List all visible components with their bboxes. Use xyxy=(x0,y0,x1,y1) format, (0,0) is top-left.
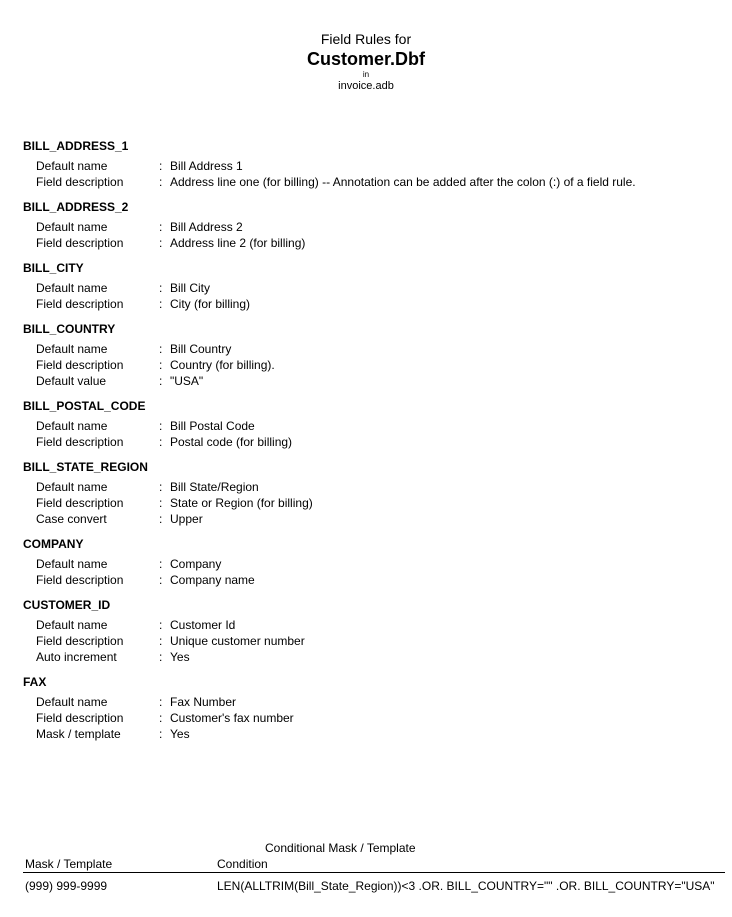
field-name: FAX xyxy=(23,675,47,689)
field-name: BILL_STATE_REGION xyxy=(23,460,148,474)
rule-row xyxy=(0,572,732,588)
rule-row xyxy=(0,158,732,174)
rule-colon: : xyxy=(159,573,163,587)
rule-row xyxy=(0,694,732,710)
rule-value: Bill Address 1 xyxy=(170,159,243,173)
rule-value: Bill Country xyxy=(170,342,232,356)
rule-row xyxy=(0,341,732,357)
rule-colon: : xyxy=(159,711,163,725)
rule-label: Field description xyxy=(36,634,124,648)
field-block xyxy=(0,199,732,251)
rule-row xyxy=(0,174,732,190)
rule-label: Field description xyxy=(36,435,124,449)
rule-value: Bill Postal Code xyxy=(170,419,255,433)
rule-value: Customer's fax number xyxy=(170,711,294,725)
rule-label: Field description xyxy=(36,496,124,510)
rule-row xyxy=(0,357,732,373)
rule-value: Company xyxy=(170,557,222,571)
rule-value: Address line 2 (for billing) xyxy=(170,236,306,250)
header-divider xyxy=(23,872,725,873)
rule-colon: : xyxy=(159,512,163,526)
rule-value: Yes xyxy=(170,727,190,741)
rule-colon: : xyxy=(159,220,163,234)
rule-colon: : xyxy=(159,281,163,295)
field-block xyxy=(0,536,732,588)
rule-label: Case convert xyxy=(36,512,107,526)
rule-label: Default name xyxy=(36,220,108,234)
database-name: invoice.adb xyxy=(338,80,394,92)
field-name: BILL_COUNTRY xyxy=(23,322,116,336)
field-name: BILL_ADDRESS_1 xyxy=(23,139,129,153)
rule-colon: : xyxy=(159,618,163,632)
rule-row xyxy=(0,633,732,649)
rule-label: Default name xyxy=(36,159,108,173)
rule-value: Postal code (for billing) xyxy=(170,435,293,449)
rule-value: "USA" xyxy=(170,374,204,388)
rule-colon: : xyxy=(159,374,163,388)
field-name: COMPANY xyxy=(23,537,84,551)
rule-label: Field description xyxy=(36,711,124,725)
rule-colon: : xyxy=(159,727,163,741)
rule-row xyxy=(0,373,732,389)
rule-row xyxy=(0,556,732,572)
rule-label: Field description xyxy=(36,236,124,250)
report-title: Field Rules for xyxy=(320,31,412,47)
rule-row xyxy=(0,235,732,251)
rule-label: Default name xyxy=(36,281,108,295)
report-header xyxy=(0,30,732,93)
rule-colon: : xyxy=(159,435,163,449)
condition-column-header: Condition xyxy=(217,857,268,871)
rule-colon: : xyxy=(159,297,163,311)
rule-value: City (for billing) xyxy=(170,297,251,311)
rule-value: Country (for billing). xyxy=(170,358,275,372)
field-name: BILL_POSTAL_CODE xyxy=(23,399,146,413)
mask-column-header: Mask / Template xyxy=(25,857,113,871)
rule-row xyxy=(0,296,732,312)
rule-colon: : xyxy=(159,480,163,494)
rule-colon: : xyxy=(159,159,163,173)
rule-value: Bill State/Region xyxy=(170,480,259,494)
in-label: in xyxy=(362,70,370,79)
rule-value: Yes xyxy=(170,650,190,664)
rule-value: Company name xyxy=(170,573,255,587)
rule-value: Unique customer number xyxy=(170,634,305,648)
rule-row xyxy=(0,649,732,665)
rule-value: Customer Id xyxy=(170,618,236,632)
rule-colon: : xyxy=(159,557,163,571)
field-block xyxy=(0,597,732,665)
field-block xyxy=(0,674,732,742)
rule-label: Auto increment xyxy=(36,650,117,664)
field-block xyxy=(0,398,732,450)
rule-row xyxy=(0,617,732,633)
rule-colon: : xyxy=(159,650,163,664)
rule-colon: : xyxy=(159,695,163,709)
rule-label: Default name xyxy=(36,480,108,494)
rule-label: Field description xyxy=(36,175,124,189)
rule-row xyxy=(0,479,732,495)
field-block xyxy=(0,138,732,190)
rule-colon: : xyxy=(159,236,163,250)
rule-row xyxy=(0,280,732,296)
rule-label: Default name xyxy=(36,342,108,356)
field-name: BILL_CITY xyxy=(23,261,84,275)
mask-value: (999) 999-9999 xyxy=(25,879,108,893)
rule-label: Mask / template xyxy=(36,727,121,741)
rule-row xyxy=(0,710,732,726)
conditional-mask-title: Conditional Mask / Template xyxy=(265,841,416,855)
rule-row xyxy=(0,511,732,527)
rule-value: State or Region (for billing) xyxy=(170,496,313,510)
rule-colon: : xyxy=(159,342,163,356)
rule-row xyxy=(0,219,732,235)
rule-label: Field description xyxy=(36,573,124,587)
rule-label: Default name xyxy=(36,557,108,571)
rule-row xyxy=(0,434,732,450)
rule-label: Field description xyxy=(36,297,124,311)
rule-label: Default name xyxy=(36,695,108,709)
rule-colon: : xyxy=(159,419,163,433)
rule-colon: : xyxy=(159,358,163,372)
rule-row xyxy=(0,418,732,434)
field-name: CUSTOMER_ID xyxy=(23,598,111,612)
rule-colon: : xyxy=(159,175,163,189)
rule-value: Bill Address 2 xyxy=(170,220,243,234)
condition-value: LEN(ALLTRIM(Bill_State_Region))<3 .OR. BILL_COUNTRY="" .OR. BILL_COUNTRY="USA" xyxy=(217,879,715,893)
rule-colon: : xyxy=(159,496,163,510)
field-rules-list xyxy=(0,138,732,751)
rule-colon: : xyxy=(159,634,163,648)
rule-value: Bill City xyxy=(170,281,211,295)
table-name: Customer.Dbf xyxy=(306,49,425,69)
field-name: BILL_ADDRESS_2 xyxy=(23,200,129,214)
rule-row xyxy=(0,726,732,742)
field-block xyxy=(0,459,732,527)
rule-row xyxy=(0,495,732,511)
rule-value: Address line one (for billing) -- Annotation can be added after the colon (:) of a field rule. xyxy=(170,175,636,189)
rule-value: Fax Number xyxy=(170,695,237,709)
field-block xyxy=(0,260,732,312)
rule-label: Field description xyxy=(36,358,124,372)
rule-value: Upper xyxy=(170,512,203,526)
rule-label: Default name xyxy=(36,618,108,632)
field-block xyxy=(0,321,732,389)
rule-label: Default value xyxy=(36,374,107,388)
rule-label: Default name xyxy=(36,419,108,433)
